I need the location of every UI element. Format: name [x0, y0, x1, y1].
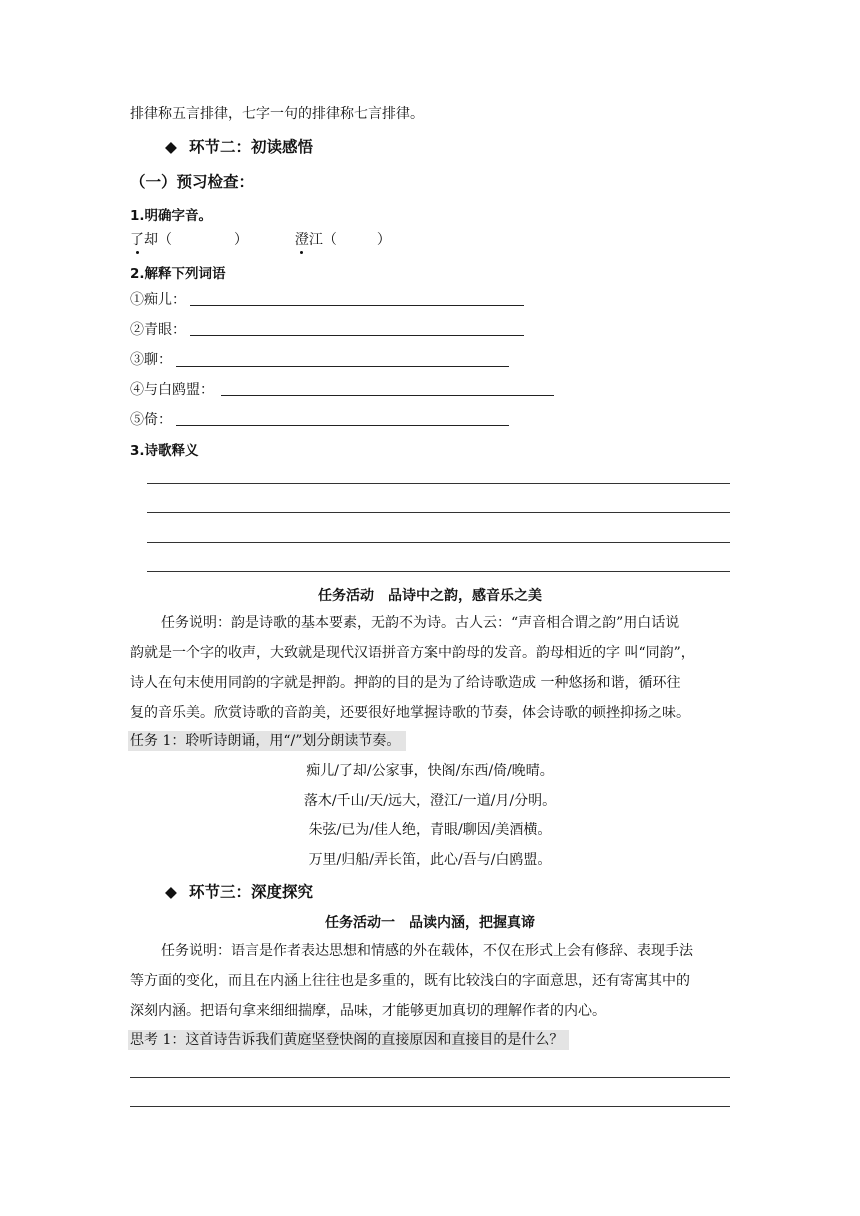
q2-title: 2.解释下列词语: [130, 266, 226, 282]
q2-item5-answer-line[interactable]: [176, 425, 509, 426]
q2-item-label: ③聊：: [130, 352, 172, 368]
q2-item4-answer-line[interactable]: [221, 395, 554, 396]
q2-item-label: ④与白鸥盟：: [130, 382, 214, 398]
q3-title: 3.诗歌释义: [130, 443, 199, 459]
q3-answer-line[interactable]: [147, 542, 730, 543]
task1-prompt: [128, 731, 406, 751]
q3-answer-line[interactable]: [147, 512, 730, 513]
q1-title: 1.明确字音。: [130, 208, 213, 224]
intro-line: 排律称五言排律，七字一句的排律称七言排律。: [130, 106, 424, 122]
task1-highlight: 任务 1：聆听诗朗诵，用“/”划分朗读节奏。: [128, 731, 406, 751]
task-music-line: 诗人在句末使用同韵的字就是押韵。押韵的目的是为了给诗歌造成 一种悠扬和谐，循环往: [130, 675, 681, 691]
q1-item1-text: 却（: [144, 232, 172, 248]
poem-line: 万里/归船/弄长笛，此心/吾与/白鸥盟。: [308, 852, 552, 868]
diamond-bullet-icon: ◆: [165, 138, 177, 156]
task-meaning-line: 等方面的变化，而且在内涵上往往也是多重的，既有比较浅白的字面意思，还有寄寓其中的: [130, 973, 690, 989]
q3-answer-line[interactable]: [147, 483, 730, 484]
poem-line: 痴儿/了却/公家事，快阁/东西/倚/晚晴。: [306, 763, 554, 779]
task-music-line: 韵就是一个字的收声，大致就是现代汉语拼音方案中韵母的发音。韵母相近的字 叫“同韵”，: [130, 645, 695, 661]
q1-item2-char: 澄: [294, 232, 309, 248]
think1-answer-line[interactable]: [130, 1077, 730, 1078]
section2-title: 环节二：初读感悟: [189, 138, 314, 156]
diamond-bullet-icon: ◆: [165, 883, 177, 901]
poem-line: 落木/千山/天/远大，澄江/一道/月/分明。: [303, 793, 557, 809]
poem-line: 朱弦/已为/佳人绝，青眼/聊因/美酒横。: [308, 822, 552, 838]
part1-heading: （一）预习检查：: [130, 173, 255, 191]
q2-item3-answer-line[interactable]: [176, 366, 509, 367]
task-meaning-title: 任务活动一 品读内涵，把握真谛: [325, 915, 535, 931]
q2-item-label: ①痴儿：: [130, 292, 186, 308]
think1-prompt: [128, 1030, 569, 1050]
task-music-line: 复的音乐美。欣赏诗歌的音韵美，还要很好地掌握诗歌的节奏，体会诗歌的顿挫抑扬之味。: [130, 705, 690, 721]
task-music-line: 任务说明：韵是诗歌的基本要素，无韵不为诗。古人云：“声音相合谓之韵”用白话说: [161, 615, 680, 631]
q1-item1-char: 了: [130, 232, 144, 248]
q3-answer-line[interactable]: [147, 571, 730, 572]
q1-item2-text: 江（: [308, 232, 337, 248]
task-meaning-line: 深刻内涵。把语句拿来细细揣摩，品味，才能够更加真切的理解作者的内心。: [130, 1003, 606, 1019]
section2-heading: [165, 135, 313, 157]
think1-answer-line[interactable]: [130, 1106, 730, 1107]
section3-title: 环节三：深度探究: [189, 883, 314, 901]
task-meaning-line: 任务说明：语言是作者表达思想和情感的外在载体，不仅在形式上会有修辞、表现手法: [161, 943, 693, 959]
q1-item2-close: ）: [376, 232, 391, 248]
think1-highlight: 思考 1：这首诗告诉我们黄庭坚登快阁的直接原因和直接目的是什么？: [128, 1030, 569, 1050]
task-music-title: 任务活动 品诗中之韵，感音乐之美: [318, 588, 542, 604]
q2-item-label: ⑤倚：: [130, 412, 172, 428]
q1-item1-close: ）: [234, 232, 248, 248]
q2-item2-answer-line[interactable]: [190, 335, 524, 336]
section3-heading: [165, 880, 313, 902]
q2-item1-answer-line[interactable]: [190, 305, 524, 306]
q1-items: [130, 230, 391, 250]
q2-item-label: ②青眼：: [130, 322, 186, 338]
